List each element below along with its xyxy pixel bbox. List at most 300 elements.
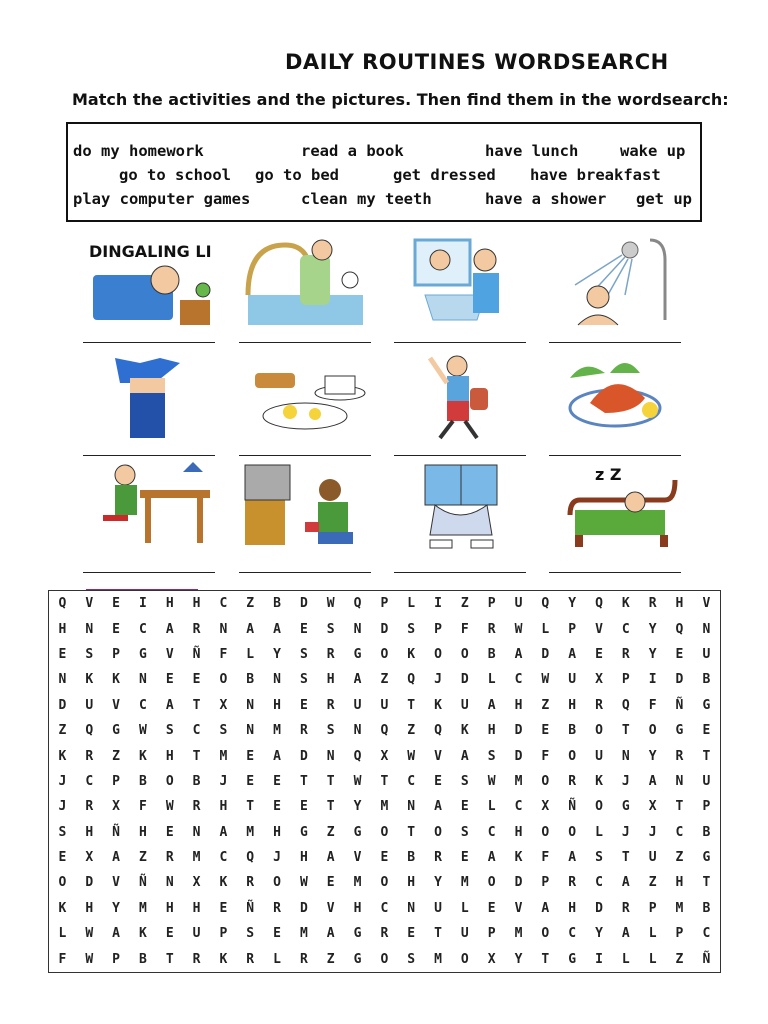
grid-cell[interactable]: A (568, 850, 577, 866)
grid-cell[interactable]: V (434, 748, 442, 764)
grid-cell[interactable]: R (487, 621, 496, 637)
grid-cell[interactable]: A (621, 926, 630, 942)
grid-cell[interactable]: S (595, 850, 603, 866)
grid-cell[interactable]: Ñ (568, 799, 577, 815)
grid-cell[interactable]: X (219, 697, 228, 713)
grid-cell[interactable]: G (353, 926, 362, 942)
grid-cell[interactable]: M (299, 926, 308, 942)
grid-cell[interactable]: B (702, 900, 711, 916)
grid-cell[interactable]: L (273, 951, 281, 967)
grid-cell[interactable]: Q (407, 672, 416, 688)
grid-cell[interactable]: S (165, 723, 174, 739)
grid-cell[interactable]: T (702, 875, 711, 891)
grid-cell[interactable]: D (514, 723, 523, 739)
grid-cell[interactable]: E (246, 773, 255, 789)
grid-cell[interactable]: J (273, 850, 281, 866)
grid-cell[interactable]: X (85, 850, 94, 866)
grid-cell[interactable]: A (246, 621, 255, 637)
grid-cell[interactable]: Z (246, 596, 255, 612)
grid-cell[interactable]: Z (675, 850, 684, 866)
grid-cell[interactable]: A (273, 621, 281, 637)
grid-cell[interactable]: G (621, 799, 630, 815)
grid-cell[interactable]: N (165, 875, 174, 891)
grid-cell[interactable]: Z (675, 951, 684, 967)
grid-cell[interactable]: K (407, 646, 416, 662)
grid-cell[interactable]: F (138, 799, 147, 815)
grid-cell[interactable]: E (165, 672, 174, 688)
grid-cell[interactable]: J (219, 773, 228, 789)
grid-cell[interactable]: K (58, 900, 67, 916)
grid-cell[interactable]: M (219, 748, 228, 764)
grid-cell[interactable]: W (85, 951, 94, 967)
grid-cell[interactable]: A (648, 773, 657, 789)
grid-cell[interactable]: M (460, 875, 469, 891)
grid-cell[interactable]: K (138, 926, 147, 942)
grid-cell[interactable]: O (541, 773, 550, 789)
grid-cell[interactable]: O (380, 646, 389, 662)
grid-cell[interactable]: D (299, 596, 308, 612)
grid-cell[interactable]: E (434, 773, 442, 789)
grid-cell[interactable]: C (702, 926, 711, 942)
grid-cell[interactable]: E (460, 799, 469, 815)
grid-cell[interactable]: Y (648, 621, 657, 637)
grid-cell[interactable]: F (541, 850, 550, 866)
grid-cell[interactable]: Z (138, 850, 147, 866)
grid-cell[interactable]: K (58, 748, 67, 764)
grid-cell[interactable]: O (380, 875, 389, 891)
grid-cell[interactable]: N (621, 748, 630, 764)
grid-cell[interactable]: H (165, 900, 174, 916)
grid-cell[interactable]: E (299, 697, 308, 713)
grid-cell[interactable]: W (407, 748, 416, 764)
grid-cell[interactable]: A (326, 926, 335, 942)
grid-cell[interactable]: V (85, 596, 94, 612)
grid-cell[interactable]: T (541, 951, 550, 967)
grid-cell[interactable]: R (621, 646, 630, 662)
grid-cell[interactable]: S (85, 646, 94, 662)
grid-cell[interactable]: L (58, 926, 67, 942)
grid-cell[interactable]: Ñ (138, 875, 147, 891)
grid-cell[interactable]: R (434, 850, 442, 866)
grid-cell[interactable]: R (246, 951, 255, 967)
grid-cell[interactable]: R (85, 799, 94, 815)
grid-cell[interactable]: Q (353, 596, 362, 612)
grid-cell[interactable]: U (192, 926, 201, 942)
grid-cell[interactable]: W (514, 621, 523, 637)
grid-cell[interactable]: I (648, 672, 657, 688)
grid-cell[interactable]: C (487, 824, 496, 840)
grid-cell[interactable]: L (487, 672, 496, 688)
grid-cell[interactable]: P (112, 646, 120, 662)
grid-cell[interactable]: P (675, 926, 684, 942)
grid-cell[interactable]: U (460, 926, 469, 942)
grid-cell[interactable]: M (138, 900, 147, 916)
grid-cell[interactable]: K (112, 672, 120, 688)
grid-cell[interactable]: N (702, 621, 711, 637)
grid-cell[interactable]: C (675, 824, 684, 840)
grid-cell[interactable]: R (621, 900, 630, 916)
grid-cell[interactable]: C (138, 621, 147, 637)
grid-cell[interactable]: D (380, 621, 389, 637)
grid-cell[interactable]: O (595, 723, 603, 739)
grid-cell[interactable]: A (165, 697, 174, 713)
grid-cell[interactable]: C (219, 850, 228, 866)
grid-cell[interactable]: T (326, 799, 335, 815)
grid-cell[interactable]: T (380, 773, 389, 789)
grid-cell[interactable]: R (299, 723, 308, 739)
grid-cell[interactable]: R (273, 900, 281, 916)
grid-cell[interactable]: F (58, 951, 67, 967)
grid-cell[interactable]: E (702, 723, 711, 739)
grid-cell[interactable]: T (407, 824, 416, 840)
grid-cell[interactable]: P (621, 672, 630, 688)
grid-cell[interactable]: V (595, 621, 603, 637)
grid-cell[interactable]: V (702, 596, 711, 612)
grid-cell[interactable]: E (192, 672, 201, 688)
grid-cell[interactable]: H (273, 824, 281, 840)
grid-cell[interactable]: G (353, 824, 362, 840)
grid-cell[interactable]: T (407, 697, 416, 713)
grid-cell[interactable]: O (460, 951, 469, 967)
grid-cell[interactable]: T (192, 697, 201, 713)
grid-cell[interactable]: C (219, 596, 228, 612)
grid-cell[interactable]: H (85, 824, 94, 840)
grid-cell[interactable]: D (460, 672, 469, 688)
grid-cell[interactable]: P (541, 875, 550, 891)
grid-cell[interactable]: A (353, 672, 362, 688)
grid-cell[interactable]: S (460, 773, 469, 789)
grid-cell[interactable]: Y (568, 596, 577, 612)
grid-cell[interactable]: O (434, 824, 442, 840)
grid-cell[interactable]: C (514, 799, 523, 815)
grid-cell[interactable]: O (568, 748, 577, 764)
grid-cell[interactable]: R (326, 697, 335, 713)
grid-cell[interactable]: S (326, 621, 335, 637)
grid-cell[interactable]: T (192, 748, 201, 764)
grid-cell[interactable]: U (702, 773, 711, 789)
grid-cell[interactable]: M (380, 799, 389, 815)
grid-cell[interactable]: F (219, 646, 228, 662)
grid-cell[interactable]: K (434, 697, 442, 713)
grid-cell[interactable]: A (326, 850, 335, 866)
grid-cell[interactable]: Z (380, 672, 389, 688)
grid-cell[interactable]: W (165, 799, 174, 815)
grid-cell[interactable]: H (299, 850, 308, 866)
grid-cell[interactable]: E (165, 824, 174, 840)
grid-cell[interactable]: H (675, 596, 684, 612)
grid-cell[interactable]: X (648, 799, 657, 815)
grid-cell[interactable]: V (112, 697, 120, 713)
grid-cell[interactable]: Q (58, 596, 67, 612)
grid-cell[interactable]: O (460, 646, 469, 662)
grid-cell[interactable]: U (648, 850, 657, 866)
grid-cell[interactable]: V (165, 646, 174, 662)
grid-cell[interactable]: U (85, 697, 94, 713)
grid-cell[interactable]: H (514, 697, 523, 713)
grid-cell[interactable]: H (165, 748, 174, 764)
grid-cell[interactable]: W (541, 672, 550, 688)
grid-cell[interactable]: A (434, 799, 442, 815)
grid-cell[interactable]: A (487, 697, 496, 713)
grid-cell[interactable]: A (460, 748, 469, 764)
grid-cell[interactable]: S (219, 723, 228, 739)
grid-cell[interactable]: P (487, 596, 496, 612)
grid-cell[interactable]: C (407, 773, 416, 789)
grid-cell[interactable]: R (192, 951, 201, 967)
grid-cell[interactable]: X (487, 951, 496, 967)
grid-cell[interactable]: G (702, 697, 711, 713)
grid-cell[interactable]: E (273, 926, 281, 942)
grid-cell[interactable]: R (380, 926, 389, 942)
grid-cell[interactable]: L (648, 926, 657, 942)
grid-cell[interactable]: J (621, 824, 630, 840)
grid-cell[interactable]: O (58, 875, 67, 891)
grid-cell[interactable]: O (541, 824, 550, 840)
grid-cell[interactable]: S (407, 621, 416, 637)
grid-cell[interactable]: O (165, 773, 174, 789)
grid-cell[interactable]: Y (648, 646, 657, 662)
grid-cell[interactable]: P (380, 596, 389, 612)
grid-cell[interactable]: K (621, 596, 630, 612)
grid-cell[interactable]: H (165, 596, 174, 612)
grid-cell[interactable]: P (112, 773, 120, 789)
grid-cell[interactable]: M (273, 723, 281, 739)
grid-cell[interactable]: Z (326, 951, 335, 967)
grid-cell[interactable]: H (487, 723, 496, 739)
grid-cell[interactable]: N (192, 824, 201, 840)
grid-cell[interactable]: G (299, 824, 308, 840)
grid-cell[interactable]: S (58, 824, 67, 840)
grid-cell[interactable]: O (219, 672, 228, 688)
grid-cell[interactable]: K (595, 773, 603, 789)
grid-cell[interactable]: D (595, 900, 603, 916)
grid-cell[interactable]: Ñ (246, 900, 255, 916)
grid-cell[interactable]: C (380, 900, 389, 916)
grid-cell[interactable]: X (380, 748, 389, 764)
grid-cell[interactable]: H (353, 900, 362, 916)
grid-cell[interactable]: H (273, 697, 281, 713)
grid-cell[interactable]: Q (434, 723, 442, 739)
grid-cell[interactable]: Z (112, 748, 120, 764)
grid-cell[interactable]: L (621, 951, 630, 967)
grid-cell[interactable]: X (192, 875, 201, 891)
grid-cell[interactable]: P (648, 900, 657, 916)
grid-cell[interactable]: E (299, 799, 308, 815)
grid-cell[interactable]: G (702, 850, 711, 866)
grid-cell[interactable]: V (326, 900, 335, 916)
grid-cell[interactable]: I (434, 596, 442, 612)
grid-cell[interactable]: G (675, 723, 684, 739)
grid-cell[interactable]: C (85, 773, 94, 789)
grid-cell[interactable]: X (541, 799, 550, 815)
grid-cell[interactable]: P (568, 621, 577, 637)
grid-cell[interactable]: G (138, 646, 147, 662)
grid-cell[interactable]: Y (514, 951, 523, 967)
grid-cell[interactable]: N (407, 900, 416, 916)
grid-cell[interactable]: A (487, 850, 496, 866)
grid-cell[interactable]: Y (434, 875, 442, 891)
grid-cell[interactable]: Q (675, 621, 684, 637)
grid-cell[interactable]: K (138, 748, 147, 764)
grid-cell[interactable]: Ñ (702, 951, 711, 967)
grid-cell[interactable]: K (219, 875, 228, 891)
grid-cell[interactable]: R (192, 799, 201, 815)
grid-cell[interactable]: Z (58, 723, 67, 739)
grid-cell[interactable]: N (58, 672, 67, 688)
grid-cell[interactable]: W (138, 723, 147, 739)
grid-cell[interactable]: J (648, 824, 657, 840)
grid-cell[interactable]: S (487, 748, 496, 764)
grid-cell[interactable]: U (353, 697, 362, 713)
grid-cell[interactable]: E (112, 596, 120, 612)
grid-cell[interactable]: M (514, 773, 523, 789)
grid-cell[interactable]: T (299, 773, 308, 789)
grid-cell[interactable]: B (246, 672, 255, 688)
grid-cell[interactable]: G (112, 723, 120, 739)
grid-cell[interactable]: R (85, 748, 94, 764)
grid-cell[interactable]: R (568, 875, 577, 891)
grid-cell[interactable]: T (165, 951, 174, 967)
grid-cell[interactable]: E (273, 799, 281, 815)
grid-cell[interactable]: H (326, 672, 335, 688)
grid-cell[interactable]: E (165, 926, 174, 942)
grid-cell[interactable]: N (353, 621, 362, 637)
grid-cell[interactable]: R (165, 850, 174, 866)
grid-cell[interactable]: C (138, 697, 147, 713)
grid-cell[interactable]: T (434, 926, 442, 942)
grid-cell[interactable]: O (380, 951, 389, 967)
grid-cell[interactable]: R (326, 646, 335, 662)
grid-cell[interactable]: B (192, 773, 201, 789)
grid-cell[interactable]: Z (648, 875, 657, 891)
grid-cell[interactable]: Q (85, 723, 94, 739)
grid-cell[interactable]: I (595, 951, 603, 967)
grid-cell[interactable]: S (326, 723, 335, 739)
grid-cell[interactable]: Ñ (192, 646, 201, 662)
grid-cell[interactable]: J (58, 773, 67, 789)
grid-cell[interactable]: P (487, 926, 496, 942)
grid-cell[interactable]: G (353, 951, 362, 967)
grid-cell[interactable]: N (407, 799, 416, 815)
grid-cell[interactable]: A (568, 646, 577, 662)
grid-cell[interactable]: T (621, 723, 630, 739)
grid-cell[interactable]: E (273, 773, 281, 789)
grid-cell[interactable]: X (112, 799, 120, 815)
grid-cell[interactable]: W (326, 596, 335, 612)
grid-cell[interactable]: Ñ (675, 697, 684, 713)
grid-cell[interactable]: R (568, 773, 577, 789)
grid-cell[interactable]: E (675, 646, 684, 662)
grid-cell[interactable]: O (568, 824, 577, 840)
grid-cell[interactable]: H (568, 900, 577, 916)
grid-cell[interactable]: B (407, 850, 416, 866)
grid-cell[interactable]: S (299, 672, 308, 688)
grid-cell[interactable]: W (299, 875, 308, 891)
grid-cell[interactable]: K (514, 850, 523, 866)
grid-cell[interactable]: H (514, 824, 523, 840)
grid-cell[interactable]: A (219, 824, 228, 840)
grid-cell[interactable]: N (326, 748, 335, 764)
grid-cell[interactable]: H (138, 824, 147, 840)
grid-cell[interactable]: L (246, 646, 255, 662)
grid-cell[interactable]: O (434, 646, 442, 662)
grid-cell[interactable]: H (192, 596, 201, 612)
grid-cell[interactable]: U (568, 672, 577, 688)
grid-cell[interactable]: A (621, 875, 630, 891)
grid-cell[interactable]: P (219, 926, 228, 942)
grid-cell[interactable]: W (85, 926, 94, 942)
grid-cell[interactable]: M (514, 926, 523, 942)
grid-cell[interactable]: E (58, 850, 67, 866)
grid-cell[interactable]: R (648, 596, 657, 612)
grid-cell[interactable]: D (514, 875, 523, 891)
grid-cell[interactable]: Y (353, 799, 362, 815)
grid-cell[interactable]: M (434, 951, 442, 967)
grid-cell[interactable]: C (192, 723, 201, 739)
grid-cell[interactable]: G (353, 646, 362, 662)
grid-cell[interactable]: O (595, 799, 603, 815)
grid-cell[interactable]: C (595, 875, 603, 891)
grid-cell[interactable]: Q (380, 723, 389, 739)
grid-cell[interactable]: H (85, 900, 94, 916)
grid-cell[interactable]: N (675, 773, 684, 789)
grid-cell[interactable]: D (675, 672, 684, 688)
grid-cell[interactable]: B (702, 672, 711, 688)
grid-cell[interactable]: S (407, 951, 416, 967)
grid-cell[interactable]: M (353, 875, 362, 891)
grid-cell[interactable]: D (299, 900, 308, 916)
grid-cell[interactable]: H (675, 875, 684, 891)
grid-cell[interactable]: O (541, 926, 550, 942)
grid-cell[interactable]: M (246, 824, 255, 840)
grid-cell[interactable]: N (219, 621, 228, 637)
grid-cell[interactable]: C (514, 672, 523, 688)
grid-cell[interactable]: E (541, 723, 550, 739)
grid-cell[interactable]: L (407, 596, 416, 612)
grid-cell[interactable]: E (595, 646, 603, 662)
grid-cell[interactable]: D (541, 646, 550, 662)
grid-cell[interactable]: M (192, 850, 201, 866)
grid-cell[interactable]: T (326, 773, 335, 789)
grid-cell[interactable]: Y (273, 646, 281, 662)
grid-cell[interactable]: A (165, 621, 174, 637)
grid-cell[interactable]: O (487, 875, 496, 891)
grid-cell[interactable]: D (514, 748, 523, 764)
grid-cell[interactable]: P (702, 799, 711, 815)
grid-cell[interactable]: U (434, 900, 442, 916)
grid-cell[interactable]: H (219, 799, 228, 815)
grid-cell[interactable]: P (434, 621, 442, 637)
grid-cell[interactable]: O (273, 875, 281, 891)
grid-cell[interactable]: W (487, 773, 496, 789)
grid-cell[interactable]: X (595, 672, 603, 688)
grid-cell[interactable]: L (487, 799, 496, 815)
grid-cell[interactable]: Z (407, 723, 416, 739)
grid-cell[interactable]: E (58, 646, 67, 662)
grid-cell[interactable]: V (514, 900, 523, 916)
grid-cell[interactable]: L (648, 951, 657, 967)
grid-cell[interactable]: Q (621, 697, 630, 713)
grid-cell[interactable]: V (112, 875, 120, 891)
grid-cell[interactable]: E (219, 900, 228, 916)
grid-cell[interactable]: V (353, 850, 362, 866)
grid-cell[interactable]: A (514, 646, 523, 662)
grid-cell[interactable]: K (85, 672, 94, 688)
grid-cell[interactable]: D (58, 697, 67, 713)
grid-cell[interactable]: E (299, 621, 308, 637)
grid-cell[interactable]: Q (246, 850, 255, 866)
grid-cell[interactable]: R (595, 697, 603, 713)
